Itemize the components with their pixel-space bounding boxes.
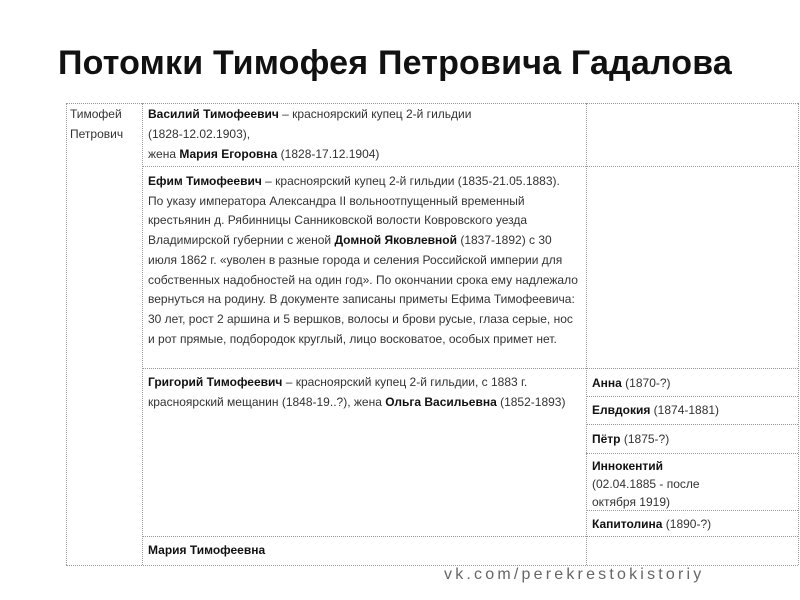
- grandchild-name: Елвдокия: [592, 403, 651, 417]
- grandchild-name: Анна: [592, 376, 622, 390]
- child-cell-efim: [142, 170, 582, 351]
- grandchild-dates: (02.04.1885 - после октября 1919): [592, 477, 700, 509]
- person-description: – красноярский купец 2-й гильдии: [278, 107, 472, 121]
- grandchild-cell: [586, 427, 798, 451]
- grandchild-name: Капитолина: [592, 517, 663, 531]
- person-name: Ефим Тимофеевич: [148, 174, 262, 188]
- page-title: Потомки Тимофея Петровича Гадалова: [58, 44, 733, 82]
- ancestor-name-line1: Тимофей: [70, 107, 122, 121]
- wife-prefix: жена: [148, 147, 180, 161]
- person-name: Василий Тимофеевич: [148, 107, 279, 121]
- wife-dates: (1828-17.12.1904): [277, 147, 380, 161]
- person-dates: (1828-12.02.1903),: [148, 127, 251, 141]
- grandchild-cell: [586, 371, 798, 395]
- child-cell-vasiliy: [142, 103, 586, 166]
- watermark: vk.com/perekrestokistoriy: [444, 566, 705, 583]
- grandchild-cell: [586, 398, 798, 422]
- wife-dates: (1852-1893): [496, 395, 566, 409]
- wife-name: Мария Егоровна: [179, 147, 278, 161]
- grandchild-name: Пётр: [592, 432, 621, 446]
- grandchild-dates: (1870-?): [621, 376, 671, 390]
- person-description-continued: (1837-1892) с 30 июля 1862 г. «уволен в разные города и селения Российской империи для собственных надобностей на один год». По окончании срока ему надлежало вернуться на родину. В документе записаны приметы Ефима Тимофеевича: 30 лет, рост 2 аршина и 5 вершков, волосы и брови русые, глаза серые, нос и рот прямые, подбородок круглый, лицо восковатое, особых примет нет.: [148, 233, 578, 346]
- grandchild-cell: [586, 455, 798, 513]
- grandchild-cell: [586, 512, 798, 536]
- grandchild-dates: (1875-?): [620, 432, 670, 446]
- grandchild-dates: (1874-1881): [650, 403, 720, 417]
- child-cell-grigoriy: [142, 370, 582, 414]
- wife-name: Домной Яковлевной: [334, 233, 457, 248]
- person-description: – красноярский купец 2-й гильдии (1835-21.05.1883). По указу императора Александра II вольноотпущенный временный крестьянин д. Рябинницы Санниковской волости Ковровского уезда Владимирской губернии с женой: [148, 174, 560, 248]
- ancestor-name-line2: Петрович: [70, 127, 124, 141]
- person-name: Мария Тимофеевна: [148, 543, 266, 557]
- ancestor-cell: [66, 103, 142, 146]
- person-description: – красноярский купец 2-й гильдии, с 1883 г. красноярский мещанин (1848-19..?), жена: [148, 375, 528, 409]
- grandchild-name: Иннокентий: [592, 459, 664, 473]
- person-name: Григорий Тимофеевич: [148, 375, 283, 389]
- child-cell-maria: [142, 538, 586, 562]
- wife-name: Ольга Васильевна: [385, 395, 497, 409]
- grandchild-dates: (1890-?): [662, 517, 712, 531]
